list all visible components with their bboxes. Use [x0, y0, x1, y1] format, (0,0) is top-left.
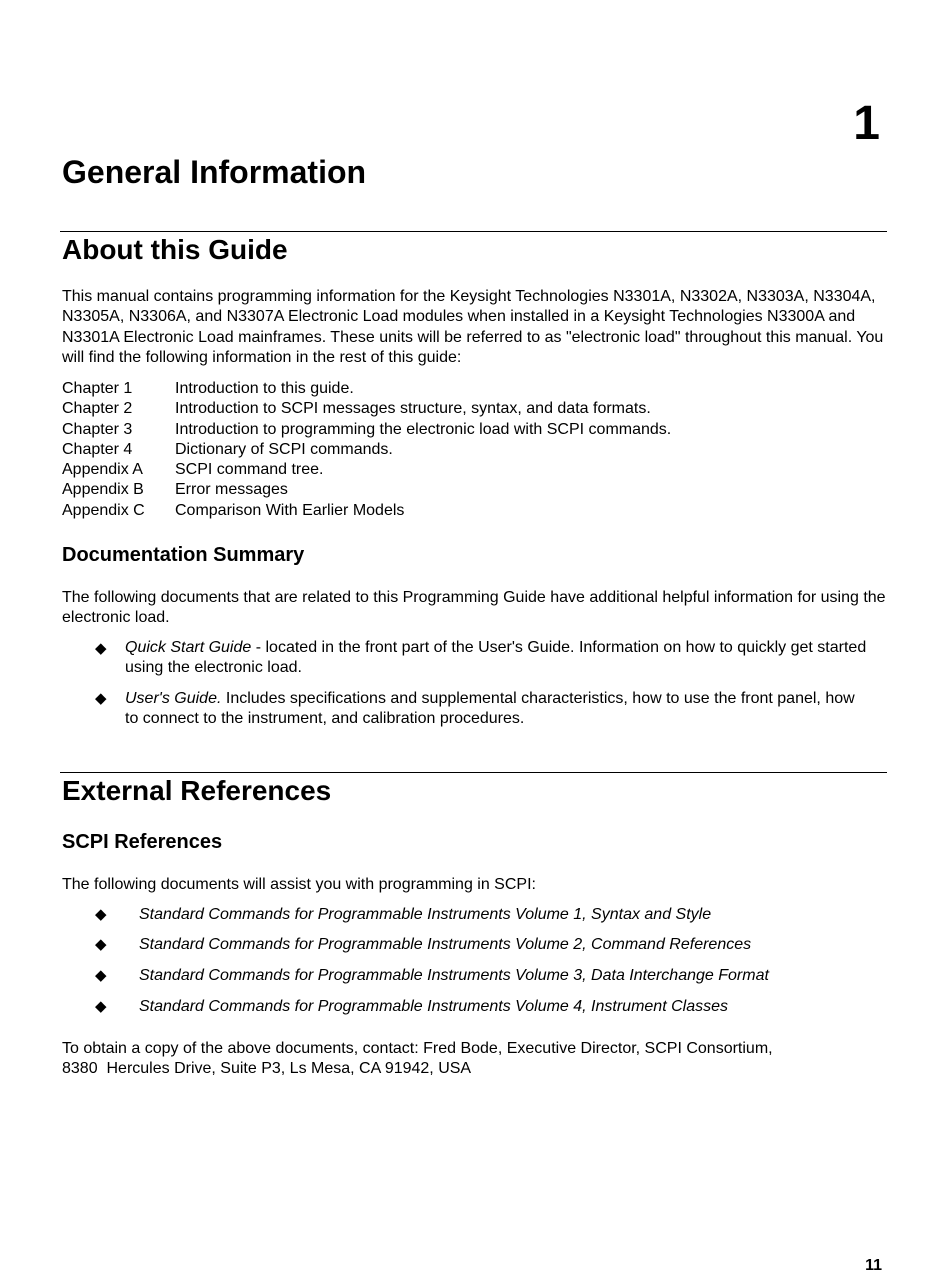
- toc-label: Chapter 3: [62, 420, 133, 438]
- section-divider: [60, 231, 887, 232]
- doc-summary-heading: Documentation Summary: [62, 544, 305, 566]
- diamond-bullet-icon: ◆: [95, 967, 107, 984]
- doc-summary-intro: The following documents that are related to this Programming Guide have additional helpful information for using the electronic load.: [62, 589, 886, 627]
- toc-label: Chapter 2: [62, 400, 133, 418]
- diamond-bullet-icon: ◆: [95, 998, 107, 1015]
- diamond-bullet-icon: ◆: [95, 936, 107, 953]
- toc-row: [62, 460, 671, 480]
- toc-label: Appendix C: [62, 501, 145, 519]
- diamond-bullet-icon: ◆: [95, 906, 107, 923]
- doc-item-text: - located in the front part of the User's Guide. Information on how to quickly get started using the electronic load.: [125, 639, 867, 677]
- scpi-references-heading: SCPI References: [62, 831, 223, 853]
- chapter-title: General Information: [62, 154, 367, 190]
- contact-line: 8380 Hercules Drive, Suite P3, Ls Mesa, CA 91942, USA: [62, 1060, 472, 1078]
- toc-desc: Introduction to programming the electronic load with SCPI commands.: [175, 420, 672, 438]
- about-intro: This manual contains programming information for the Keysight Technologies N3301A, N3302A, N3303A, N3304A, N3305A, N3306A, and N3307A Electronic Load modules when installed in a Keysight Technologies N3300A and N3301A Electronic Load mainframes. These units will be referred to as "electronic load" throughout this manual. You will find the following information in the rest of this guide:: [62, 288, 884, 366]
- guide-contents-list: [62, 379, 671, 521]
- diamond-bullet-icon: ◆: [95, 690, 107, 707]
- doc-item-text: Includes specifications and supplemental characteristics, how to use the front panel, how to connect to the instrument, and calibration procedures.: [125, 690, 855, 728]
- contact-line: To obtain a copy of the above documents, contact: Fred Bode, Executive Director, SCPI Consortium,: [62, 1040, 773, 1057]
- scpi-reference-item: Standard Commands for Programmable Instruments Volume 1, Syntax and Style: [139, 906, 712, 923]
- toc-desc: SCPI command tree.: [175, 461, 324, 479]
- toc-row: [62, 379, 671, 399]
- toc-label: Chapter 4: [62, 440, 133, 458]
- scpi-intro: The following documents will assist you with programming in SCPI:: [62, 876, 536, 893]
- toc-label: Appendix B: [62, 481, 144, 499]
- scpi-reference-item: Standard Commands for Programmable Instruments Volume 2, Command References: [139, 936, 752, 953]
- toc-desc: Comparison With Earlier Models: [175, 501, 405, 519]
- toc-desc: Dictionary of SCPI commands.: [175, 440, 393, 458]
- doc-item-title: User's Guide.: [125, 690, 222, 707]
- doc-item: [125, 638, 887, 679]
- toc-row: [62, 501, 671, 521]
- toc-desc: Error messages: [175, 481, 288, 499]
- about-heading: About this Guide: [62, 234, 288, 265]
- page-number: 11: [865, 1257, 882, 1274]
- contact-info: [62, 1039, 887, 1080]
- scpi-reference-item: Standard Commands for Programmable Instruments Volume 3, Data Interchange Format: [139, 967, 769, 984]
- chapter-number: 1: [853, 97, 880, 150]
- doc-item-title: Quick Start Guide: [125, 639, 252, 656]
- toc-desc: Introduction to this guide.: [175, 380, 354, 397]
- toc-label: Appendix A: [62, 461, 143, 479]
- toc-row: [62, 399, 671, 419]
- toc-label: Chapter 1: [62, 380, 133, 397]
- scpi-reference-item: Standard Commands for Programmable Instruments Volume 4, Instrument Classes: [139, 998, 728, 1015]
- toc-desc: Introduction to SCPI messages structure, syntax, and data formats.: [175, 400, 651, 418]
- external-heading: External References: [62, 775, 332, 806]
- doc-item: [125, 689, 865, 730]
- toc-row: [62, 440, 671, 460]
- toc-row: [62, 420, 671, 440]
- toc-row: [62, 480, 671, 500]
- section-divider: [60, 772, 887, 773]
- diamond-bullet-icon: ◆: [95, 640, 107, 657]
